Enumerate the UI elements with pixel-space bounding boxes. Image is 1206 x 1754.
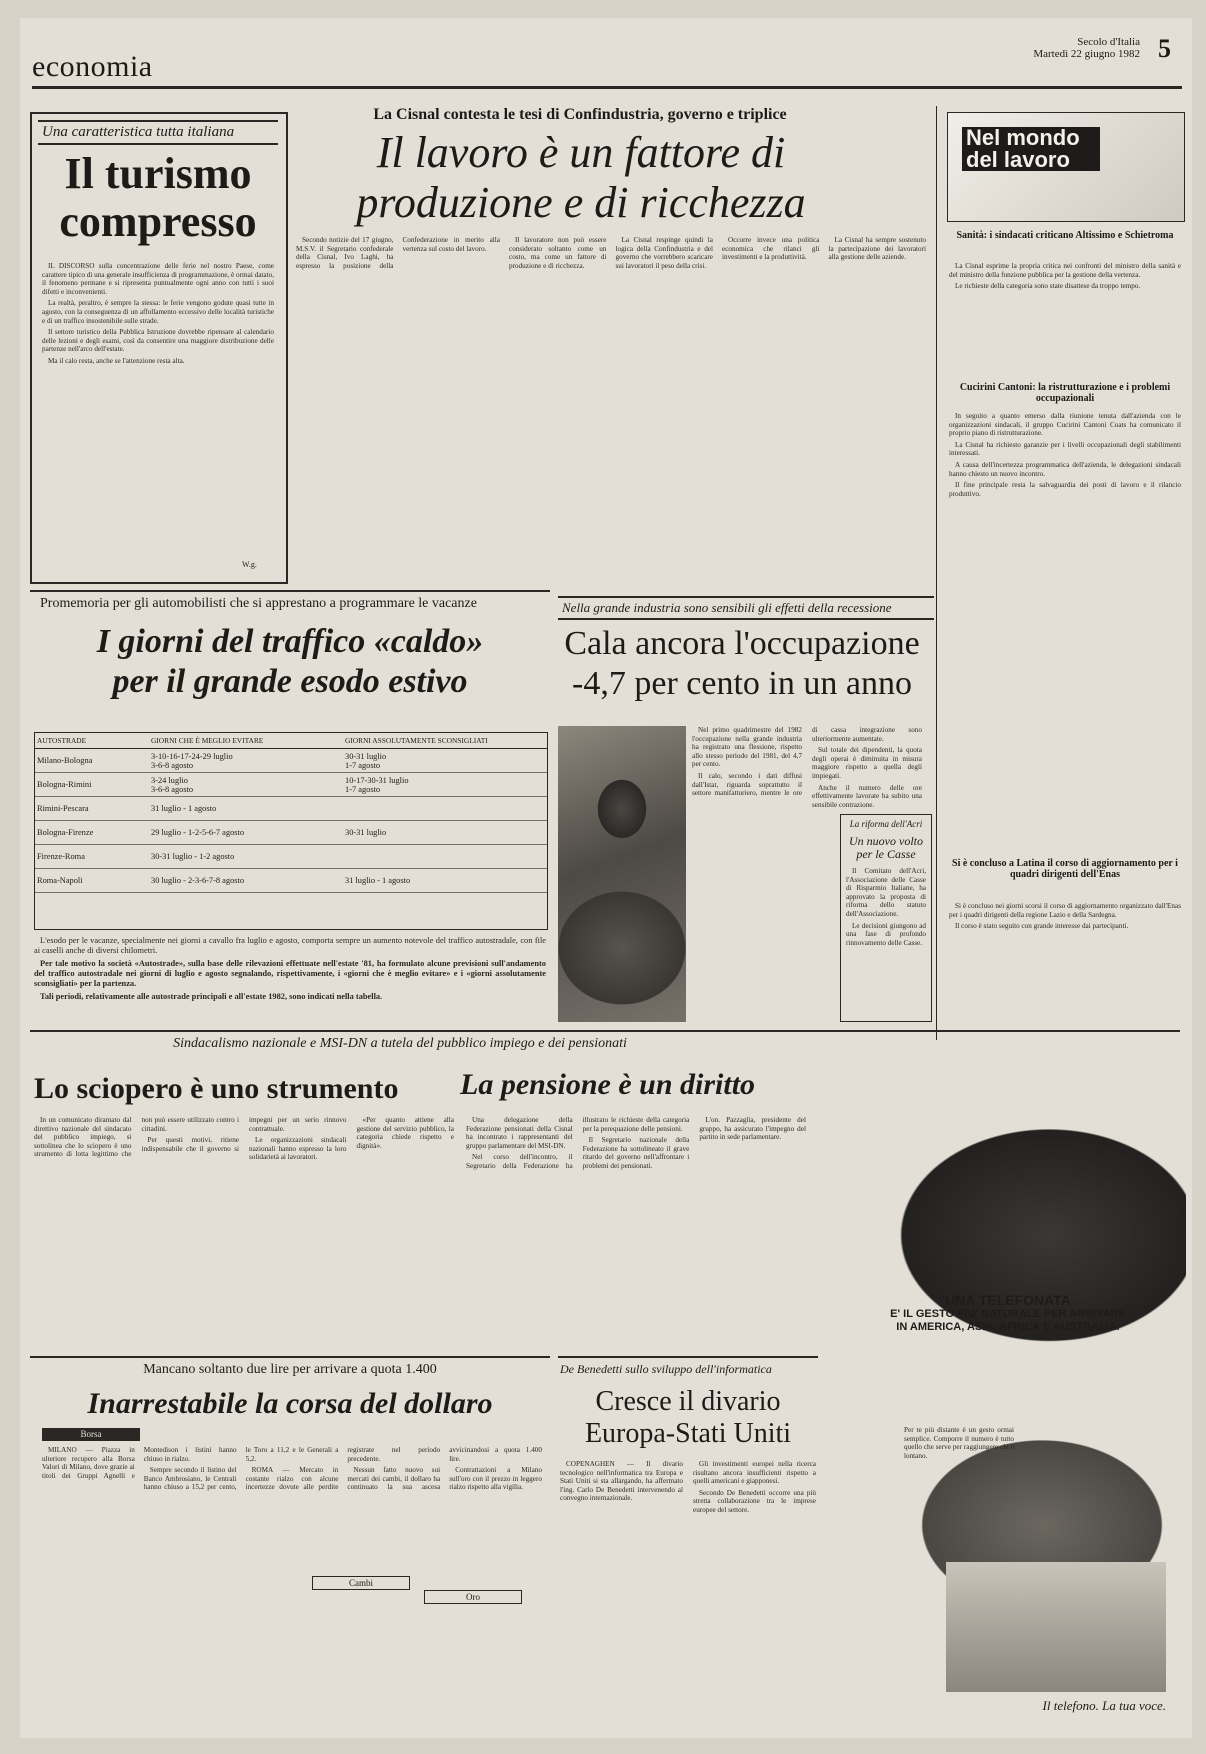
road-cell: Bologna-Rimini [35, 773, 149, 797]
road-cell: Bologna-Firenze [35, 821, 149, 845]
table-row [35, 845, 547, 869]
divario-paragraph: COPENAGHEN — Il divario tecnologico nell'informatica tra Europa e Stati Uniti si sta allargando, ha affermato l'ing. Carlo De Benedetti intervenendo al convegno internazionale. [560, 1460, 683, 1503]
sindacalismo-paragraph: Per questi motivi, ritiene indispensabile che il governo si impegni per un serio rinnovo contrattuale. [141, 1116, 347, 1153]
sindacalismo-rule [30, 1030, 1180, 1032]
header-rule [32, 86, 1182, 89]
col-header-sconsigliati: GIORNI ASSOLUTAMENTE SCONSIGLIATI [343, 733, 547, 749]
nel-mondo-paragraph: La Cisnal esprime la propria critica nei confronti del ministro della sanità e del ministro della funzione pubblica per la gestione della vertenza. [949, 262, 1181, 279]
turismo-signature: W.g. [242, 560, 257, 569]
road-cell: Milano-Bologna [35, 749, 149, 773]
nel-mondo-item1-body [949, 262, 1181, 370]
nel-mondo-item3-body [949, 902, 1181, 1032]
dollaro-paragraph: ROMA — Mercato in costante rialzo con alcune incertezze dovute alle perdite registrate nel periodo precedente. [245, 1446, 441, 1492]
nel-mondo-paragraph: Il fine principale resta la salvaguardia dei posti di lavoro e il rilancio produttivo. [949, 481, 1181, 498]
turismo-paragraph: Ma il calo resta, anche se l'attenzione resta alta. [48, 356, 185, 365]
table-row [35, 869, 547, 893]
divario-body [560, 1460, 816, 1726]
occupazione-paragraph: Nel primo quadrimestre del 1982 l'occupazione nella grande industria ha registrato una flessione, rispetto allo stesso periodo del 1981, del 4,7 per cento. [692, 726, 802, 769]
nel-mondo-label: Nel mondo del lavoro [962, 127, 1100, 171]
cisnal-paragraph: Il lavoratore non può essere considerato soltanto come un costo, ma come un fattore di produzione e di ricchezza. [509, 236, 607, 270]
divario-title-1: Cresce il divario [595, 1386, 781, 1417]
nel-mondo-paragraph: Il corso è stato seguito con grande interesse dai partecipanti. [955, 922, 1129, 931]
nel-mondo-item3-title: Si è concluso a Latina il corso di aggiornamento per i quadri dirigenti dell'Enas [952, 858, 1178, 880]
sindacalismo-paragraph: «Per quanto attiene alla gestione del servizio pubblico, la categoria chiede rispetto e dignità». [356, 1116, 454, 1150]
traffico-paragraph: Tali periodi, relativamente alle autostrade principali e all'estate 1982, sono indicati nella tabella. [40, 992, 383, 1001]
acri-body [846, 867, 926, 1007]
dollaro-kicker: Mancano soltanto due lire per arrivare a quota 1.400 [143, 1362, 437, 1377]
cisnal-paragraph: Secondo notizie del 17 giugno, M.S.V. il Segretario confederale della Cisnal, Ivo Laghi, ha espresso la posizione della Confederazione in merito alla vertenza sul costo del lavoro. [296, 236, 500, 270]
table-row [35, 797, 547, 821]
sindacalismo-paragraph: Nel corso dell'incontro, il Segretario della Federazione ha illustrato le richieste della categoria per la perequazione delle pensioni. [466, 1116, 690, 1170]
never-cell: 30-31 luglio 1-7 agosto [343, 749, 547, 773]
section-title: economia [32, 50, 153, 83]
turismo-body [42, 262, 274, 556]
col-header-autostrade: AUTOSTRADE [35, 733, 149, 749]
dollaro-paragraph: Contrattazioni a Milano sull'oro con il prezzo in leggero rialzo rispetto alla vigilia. [449, 1466, 542, 1492]
advert-body: Per te più distante è un gesto ormai semplice. Comporre il numero è tutto quello che serve per raggiungere chi è lontano. [904, 1426, 1014, 1460]
cisnal-kicker: La Cisnal contesta le tesi di Confindustria, governo e triplice [373, 106, 787, 123]
turismo-paragraph: IL DISCORSO sulla concentrazione delle ferie nel nostro Paese, come carattere tipico di una generale insufficienza di programmazione, è ormai datato, il fenomeno permane e si ripresenta puntualmente ogni anno con tutti i suoi difetti e inconvenienti. [42, 262, 274, 296]
nel-mondo-item2-title: Cucirini Cantoni: la ristrutturazione e i problemi occupazionali [959, 382, 1171, 404]
divario-paragraph: Secondo De Benedetti occorre una più stretta collaborazione tra le imprese europee del settore. [693, 1488, 816, 1514]
never-cell: 30-31 luglio [343, 821, 547, 845]
col-header-evitare: GIORNI CHE È MEGLIO EVITARE [149, 733, 343, 749]
nel-mondo-column [936, 106, 1187, 1040]
occupazione-title-2: -4,7 per cento in un anno [572, 665, 912, 702]
sindacalismo-title-right: La pensione è un diritto [460, 1068, 756, 1101]
turismo-paragraph: La realtà, peraltro, è sempre la stessa: le ferie vengono godute quasi tutte in agosto, con la conseguenza di un affollamento eccessivo delle località turistiche e di un traffico insostenibile sulle strade. [42, 299, 274, 325]
sindacalismo-paragraph: Le organizzazioni sindacali nazionali hanno espresso la loro solidarietà ai lavoratori. [249, 1136, 347, 1162]
sindacalismo-kicker: Sindacalismo nazionale e MSI-DN a tutela del pubblico impiego e dei pensionati [173, 1036, 627, 1051]
road-cell: Firenze-Roma [35, 845, 149, 869]
page-number: 5 [1158, 34, 1171, 63]
acri-title: Un nuovo volto per le Casse [849, 834, 923, 861]
cisnal-paragraph: La Cisnal ha sempre sostenuto la partecipazione dei lavoratori alla gestione delle aziende. [828, 236, 926, 262]
advert-headline-1: UNA TELEFONATA [945, 1292, 1071, 1308]
dollaro-paragraph: MILANO — Piazza in ulteriore recupero alla Borsa Valori di Milano, dove grazie ai titoli dei Gruppi Agnelli e Montedison i listini hanno chiuso in rialzo. [42, 1446, 237, 1480]
avoid-cell: 31 luglio - 1 agosto [149, 797, 343, 821]
cisnal-body [296, 236, 926, 578]
divario-kicker: De Benedetti sullo sviluppo dell'informatica [560, 1362, 772, 1376]
advert-headline-3: IN AMERICA, ASIA, AFRICA E AUSTRALIA. [896, 1321, 1120, 1333]
nel-mondo-paragraph: A causa dell'incertezza programmatica dell'azienda, le delegazioni sindacali hanno chiesto un nuovo incontro. [949, 460, 1181, 478]
traffico-body [34, 936, 546, 1016]
cisnal-paragraph: Occorre invece una politica economica che rilanci gli investimenti e la produttività. [722, 236, 820, 262]
acri-kicker: La riforma dell'Acri [849, 819, 923, 829]
nel-mondo-badge [947, 112, 1185, 222]
city-skyline-image [946, 1562, 1166, 1692]
sindacalismo-paragraph: L'on. Pazzaglia, presidente del gruppo, ha assicurato l'impegno del partito in sede parlamentare. [699, 1116, 806, 1142]
advert-headline [836, 1292, 1180, 1334]
never-cell [343, 797, 547, 821]
newspaper-page [20, 18, 1192, 1738]
advert-headline-2: E' IL GESTO PIU' NATURALE PER ARRIVARE [890, 1308, 1126, 1320]
acri-paragraph: Il Comitato dell'Acri, l'Associazione delle Casse di Risparmio Italiane, ha approvato la proposta di riforma dello statuto dell'Associazione. [846, 867, 926, 918]
traffico-table-body [35, 749, 547, 893]
occupazione-paragraph: Il calo, secondo i dati diffusi dall'Istat, riguarda soprattutto il settore manifatturiero, mentre le ore di cassa integrazione sono ulteriormente aumentate. [692, 726, 922, 798]
occupazione-paragraph: Sul totale dei dipendenti, la quota degli operai è diminuita in misura maggiore rispetto a quella degli impiegati. [812, 746, 922, 780]
avoid-cell: 30 luglio - 2-3-6-7-8 agosto [149, 869, 343, 893]
dollaro-rule [30, 1356, 550, 1358]
cambi-label: Cambi [312, 1576, 410, 1590]
sindacalismo-paragraph: Il Segretario nazionale della Federazione ha sottolineato il grave ritardo del governo nell'affrontare i problemi dei pensionati. [582, 1136, 690, 1170]
nel-mondo-paragraph: Si è concluso nei giorni scorsi il corso di aggiornamento organizzato dall'Enas per i quadri dirigenti della regione Lazio e della Sardegna. [949, 902, 1181, 919]
avoid-cell: 29 luglio - 1-2-5-6-7 agosto [149, 821, 343, 845]
road-cell: Rimini-Pescara [35, 797, 149, 821]
dollaro-paragraph: Nessun fatto nuovo sui mercati dei cambi, il dollaro ha continuato la sua ascesa avvicinandosi a quota 1.400 lire. [347, 1446, 542, 1492]
nel-mondo-item1-title: Sanità: i sindacati criticano Altissimo e Schietroma [956, 230, 1174, 241]
cisnal-title: Il lavoro è un fattore di produzione e di ricchezza [356, 128, 806, 227]
borsa-label: Borsa [42, 1428, 140, 1441]
paper-name: Secolo d'Italia [1077, 36, 1140, 48]
worker-photo [558, 726, 686, 1022]
avoid-cell: 30-31 luglio - 1-2 agosto [149, 845, 343, 869]
cisnal-paragraph: La Cisnal respinge quindi la logica della Confindustria e del governo che vorrebbero scaricare sui lavoratori il peso della crisi. [615, 236, 713, 270]
never-cell [343, 845, 547, 869]
issue-date: Martedì 22 giugno 1982 [1033, 48, 1140, 60]
avoid-cell: 3-24 luglio 3-6-8 agosto [149, 773, 343, 797]
masthead-info [960, 36, 1140, 60]
traffico-paragraph: Per tale motivo la società «Autostrade», sulla base delle rilevazioni effettuate nell'estate '81, ha formulato alcune previsioni sull'andamento del traffico autostradale nei giorni di luglio e agosto segnalando, rispettivamente, i «giorni che è meglio evitare» e i «giorni assolutamente sconsigliati» per la partenza. [34, 959, 546, 988]
traffico-title-2: per il grande esodo estivo [112, 663, 468, 700]
table-row [35, 773, 547, 797]
sindacalismo-paragraph: Una delegazione della Federazione pensionati della Cisnal ha incontrato i rappresentanti del gruppo parlamentare del MSI-DN. [466, 1116, 573, 1150]
turismo-title: Il turismo compresso [59, 149, 257, 246]
acri-box [840, 814, 932, 1022]
nel-mondo-paragraph: In seguito a quanto emerso dalla riunione tenuta dall'azienda con le organizzazioni sindacali, il gruppo Cucirini Cantoni Coats ha comunicato il proprio piano di ristrutturazione. [949, 412, 1181, 438]
nel-mondo-item2-body [949, 412, 1181, 842]
never-cell: 31 luglio - 1 agosto [343, 869, 547, 893]
advert-slogan: Il telefono. La tua voce. [1042, 1698, 1166, 1713]
traffico-title-1: I giorni del traffico «caldo» [96, 623, 484, 660]
occupazione-title-1: Cala ancora l'occupazione [564, 625, 920, 662]
turismo-paragraph: Il settore turistico della Pubblica Istruzione dovrebbe ripensare al calendario delle lezioni e degli esami, così da consentire una maggiore distribuzione delle partenze nell'arco dell'estate. [42, 328, 274, 354]
traffico-kicker: Promemoria per gli automobilisti che si apprestano a programmare le vacanze [40, 596, 477, 611]
divario-paragraph: Gli investimenti europei nella ricerca risultano ancora insufficienti rispetto a quelli americani e giapponesi. [693, 1460, 816, 1486]
turismo-kicker: Una caratteristica tutta italiana [38, 120, 278, 145]
sindacalismo-title-left: Lo sciopero è uno strumento [34, 1072, 399, 1105]
nel-mondo-paragraph: Le richieste della categoria sono state disattese da troppo tempo. [955, 282, 1141, 291]
table-row [35, 821, 547, 845]
traffico-table [35, 733, 547, 893]
traffico-paragraph: L'esodo per le vacanze, specialmente nei giorni a cavallo fra luglio e agosto, comporta sempre un aumento notevole del traffico autostradale, con file ai caselli anche di diversi chilometri. [34, 936, 546, 955]
sindacalismo-left-body [34, 1116, 454, 1348]
dollaro-body [42, 1446, 542, 1726]
divario-title-2: Europa-Stati Uniti [584, 1418, 792, 1449]
occupazione-kicker: Nella grande industria sono sensibili gli effetti della recessione [558, 596, 934, 620]
traffico-table-box [34, 732, 548, 930]
dollaro-paragraph: Sempre secondo il listino del Banco Ambrosiano, le Centrali hanno chiuso a 15,2 per cento, le Toro a 11,2 e le Generali a 5,2. [143, 1446, 339, 1492]
nel-mondo-paragraph: La Cisnal ha richiesto garanzie per i livelli occupazionali degli stabilimenti interessati. [949, 440, 1181, 458]
table-row [35, 749, 547, 773]
oro-label: Oro [424, 1590, 522, 1604]
avoid-cell: 3-10-16-17-24-29 luglio 3-6-8 agosto [149, 749, 343, 773]
road-cell: Roma-Napoli [35, 869, 149, 893]
occupazione-paragraph: Anche il numero delle ore effettivamente lavorate ha subito una sensibile contrazione. [812, 783, 922, 809]
traffico-rule [30, 590, 550, 592]
acri-paragraph: Le decisioni giungono ad una fase di profondo rinnovamento delle Casse. [846, 921, 926, 947]
telephone-advert [826, 1042, 1186, 1732]
table-header-row [35, 733, 547, 749]
dollaro-title: Inarrestabile la corsa del dollaro [87, 1387, 493, 1420]
never-cell: 10-17-30-31 luglio 1-7 agosto [343, 773, 547, 797]
divario-rule [558, 1356, 818, 1358]
sindacalismo-paragraph: In un comunicato diramato dal direttivo nazionale del sindacato del pubblico impiego, si sottolinea che lo sciopero è uno strumento di lotta legittimo che non può essere utilizzato contro i cittadini. [34, 1116, 239, 1159]
sindacalismo-right-body [466, 1116, 806, 1348]
turismo-article [30, 112, 288, 584]
